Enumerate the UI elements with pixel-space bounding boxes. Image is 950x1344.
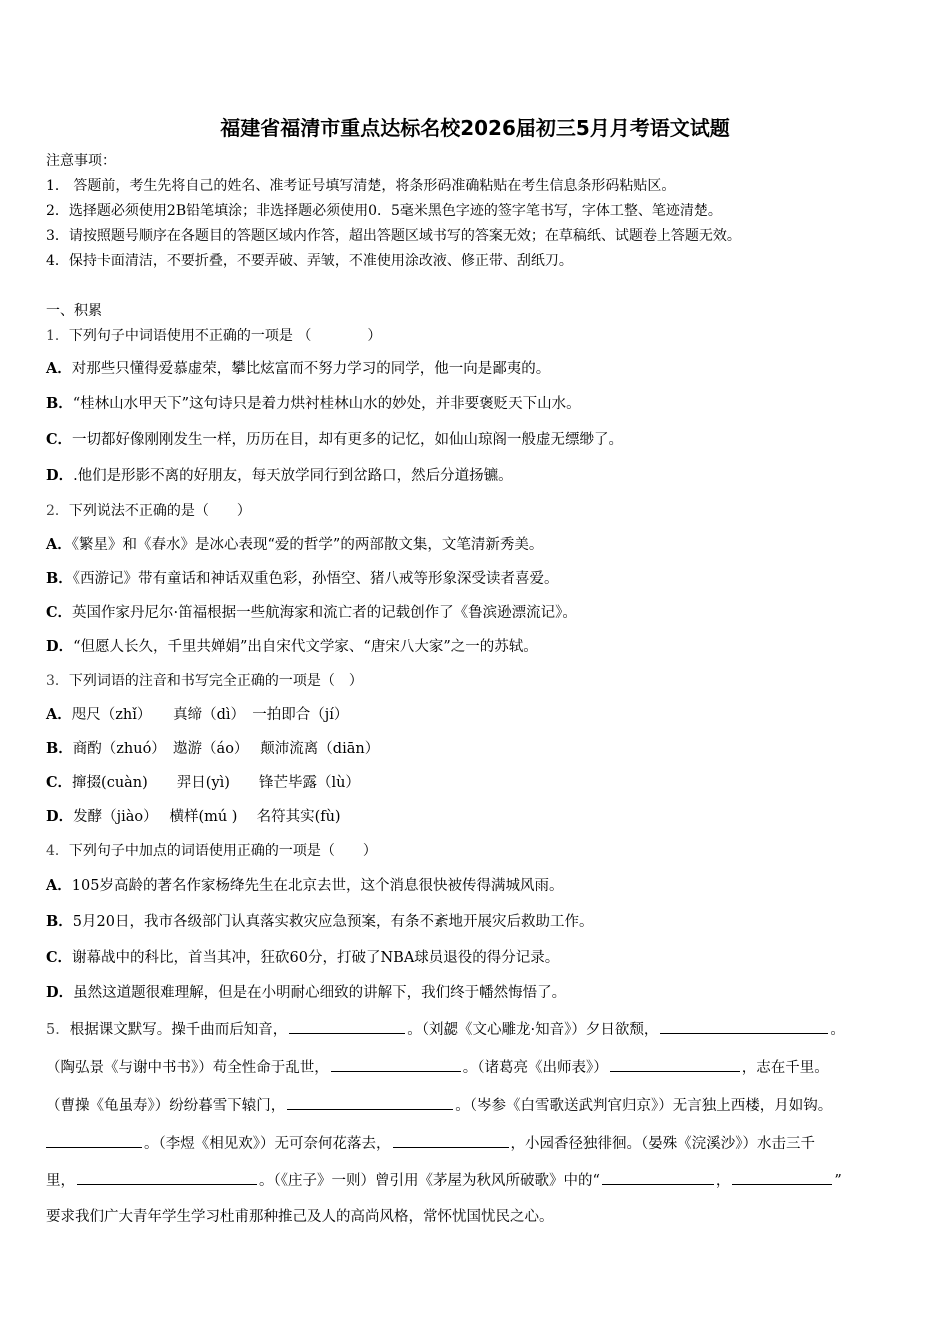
- option-label: B．: [46, 913, 73, 930]
- question-number: 4．: [46, 843, 69, 859]
- answer-blank[interactable]: [602, 1170, 714, 1185]
- question-text: 。（刘勰《文心雕龙·知音》）夕日欲颓，: [407, 1022, 659, 1038]
- question-text: 。（《庄子》一则）曾引用《茅屋为秋风所破歌》中的“: [259, 1173, 600, 1189]
- question-5-line: [46, 1170, 842, 1190]
- question-number: 5．: [46, 1022, 70, 1038]
- option-b: [46, 740, 379, 758]
- question-5-line: [46, 1133, 815, 1153]
- option-text: 英国作家丹尼尔·笛福根据一些航海家和流亡者的记载创作了《鲁滨逊漂流记》。: [72, 605, 577, 621]
- question-text: ”: [834, 1173, 842, 1189]
- option-a: [46, 706, 348, 724]
- answer-blank[interactable]: [331, 1057, 461, 1072]
- question-5-line: [46, 1019, 845, 1039]
- option-label: C．: [46, 604, 73, 621]
- answer-blank[interactable]: [610, 1057, 740, 1072]
- option-text: “桂林山水甲天下”这句诗只是着力烘衬桂林山水的妙处，并非要褒贬天下山水。: [72, 396, 581, 412]
- section-heading: 一、积累: [46, 303, 102, 319]
- option-text: 虽然这道题很难理解，但是在小明耐心细致的讲解下，我们终于幡然悔悟了。: [73, 985, 567, 1001]
- option-c: [46, 949, 559, 967]
- question-1-stem: [46, 327, 381, 345]
- question-3-stem: [46, 672, 363, 690]
- option-label: C．: [46, 949, 73, 966]
- notice-item: 4．保持卡面清洁，不要折叠，不要弄破、弄皱，不准使用涂改液、修正带、刮纸刀。: [46, 253, 573, 269]
- option-label: A．: [46, 360, 72, 377]
- question-number: 2．: [46, 503, 69, 519]
- answer-blank[interactable]: [393, 1133, 509, 1148]
- option-label: D．: [46, 808, 74, 825]
- option-label: A．: [46, 706, 72, 723]
- question-text: 。（李煜《相见欢》）无可奈何花落去，: [144, 1136, 391, 1152]
- notice-item: 1． 答题前，考生先将自己的姓名、准考证号填写清楚，将条形码准确粘贴在考生信息条形码粘贴区。: [46, 178, 676, 194]
- exam-title: 福建省福清市重点达标名校2026届初三5月月考语文试题: [220, 116, 730, 140]
- option-label: D．: [46, 467, 74, 484]
- question-5-line: [46, 1095, 832, 1115]
- option-text: 《西游记》带有童话和神话双重色彩，孙悟空、猪八戒等形象深受读者喜爱。: [72, 571, 559, 587]
- answer-blank[interactable]: [77, 1170, 257, 1185]
- question-5-line: 要求我们广大青年学生学习杜甫那种推己及人的高尚风格，常怀忧国忧民之心。: [46, 1209, 554, 1225]
- answer-blank[interactable]: [46, 1133, 142, 1148]
- answer-blank[interactable]: [732, 1170, 832, 1185]
- option-text: 《繁星》和《春水》是冰心表现“爱的哲学”的两部散文集，文笔清新秀美。: [71, 537, 544, 553]
- question-text: ，志在千里。: [741, 1060, 829, 1076]
- notice-item: 3．请按照题号顺序在各题目的答题区域内作答，超出答题区域书写的答案无效；在草稿纸、试题卷上答题无效。: [46, 228, 741, 244]
- option-c: [46, 774, 360, 792]
- option-text: 谢幕战中的科比，首当其冲，狂砍60分，打破了NBA球员退役的得分记录。: [72, 950, 560, 966]
- option-label: B．: [46, 740, 73, 757]
- question-4-stem: [46, 842, 377, 860]
- question-text: 下列说法不正确的是（ ）: [68, 503, 251, 519]
- option-text: 5月20日，我市各级部门认真落实救灾应急预案，有条不紊地开展灾后救助工作。: [72, 914, 594, 930]
- option-d: [46, 984, 566, 1002]
- question-number: 3．: [46, 673, 69, 689]
- option-b: [46, 913, 593, 931]
- option-text: 发酵（jiào） 横样(mú ) 名符其实(fù): [73, 809, 341, 825]
- option-text: 一切都好像刚刚发生一样，历历在目，却有更多的记忆，如仙山琼阁一般虚无缥缈了。: [72, 432, 624, 448]
- question-text: （陶弘景《与谢中书书》）苟全性命于乱世，: [46, 1060, 329, 1076]
- answer-blank[interactable]: [289, 1019, 405, 1034]
- option-c: [46, 604, 577, 622]
- option-text: .他们是形影不离的好朋友，每天放学同行到岔路口，然后分道扬镳。: [73, 468, 513, 484]
- option-d: [46, 638, 538, 656]
- question-text: 根据课文默写。操千曲而后知音，: [69, 1022, 288, 1038]
- notice-item: 2．选择题必须使用2B铅笔填涂；非选择题必须使用0．5毫米黑色字迹的签字笔书写，字体工整、笔迹清楚。: [46, 203, 722, 219]
- option-text: “但愿人长久，千里共婵娟”出自宋代文学家、“唐宋八大家”之一的苏轼。: [73, 639, 538, 655]
- option-text: 商酌（zhuó） 遨游（áo） 颠沛流离（diān）: [72, 741, 380, 757]
- question-text: 。（诸葛亮《出师表》）: [462, 1060, 608, 1076]
- question-5-line: [46, 1057, 829, 1077]
- option-label: C．: [46, 774, 73, 791]
- option-c: [46, 431, 623, 449]
- option-label: A．: [46, 536, 72, 553]
- option-text: 撺掇(cuàn) 羿日(yì) 锋芒毕露（lù）: [72, 775, 360, 791]
- option-a: [46, 360, 550, 378]
- question-text: 下列句子中加点的词语使用正确的一项是（ ）: [68, 843, 377, 859]
- option-label: D．: [46, 984, 74, 1001]
- option-label: B．: [46, 395, 73, 412]
- question-text: 。（岑参《白雪歌送武判官归京》）无言独上西楼，月如钩。: [455, 1098, 833, 1114]
- option-text: 105岁高龄的著名作家杨绛先生在北京去世，这个消息很快被传得满城风雨。: [71, 878, 564, 894]
- question-text: ，小园香径独徘徊。（晏殊《浣溪沙》）水击三千: [510, 1136, 815, 1152]
- option-text: 咫尺（zhǐ） 真缔（dì） 一拍即合（jí）: [71, 707, 349, 723]
- question-text: （曹操《龟虽寿》）纷纷暮雪下辕门，: [46, 1098, 286, 1114]
- question-number: 1．: [46, 328, 69, 344]
- question-text: 下列词语的注音和书写完全正确的一项是（ ）: [68, 673, 363, 689]
- option-label: B．: [46, 570, 73, 587]
- option-a: [46, 877, 563, 895]
- question-text: ，: [715, 1173, 731, 1189]
- option-label: D．: [46, 638, 74, 655]
- question-text: 里，: [46, 1173, 75, 1189]
- option-b: [46, 395, 581, 413]
- option-a: [46, 536, 543, 554]
- notice-heading: 注意事项：: [46, 153, 116, 169]
- option-text: 对那些只懂得爱慕虚荣，攀比炫富而不努力学习的同学，他一向是鄙夷的。: [71, 361, 551, 377]
- option-label: C．: [46, 431, 73, 448]
- option-d: [46, 467, 513, 485]
- answer-blank[interactable]: [660, 1019, 828, 1034]
- option-d: [46, 808, 341, 826]
- option-b: [46, 570, 559, 588]
- answer-blank[interactable]: [287, 1095, 453, 1110]
- question-text: 。: [830, 1022, 845, 1038]
- question-2-stem: [46, 502, 251, 520]
- question-text: 下列句子中词语使用不正确的一项是 （ ）: [68, 328, 382, 344]
- option-label: A．: [46, 877, 72, 894]
